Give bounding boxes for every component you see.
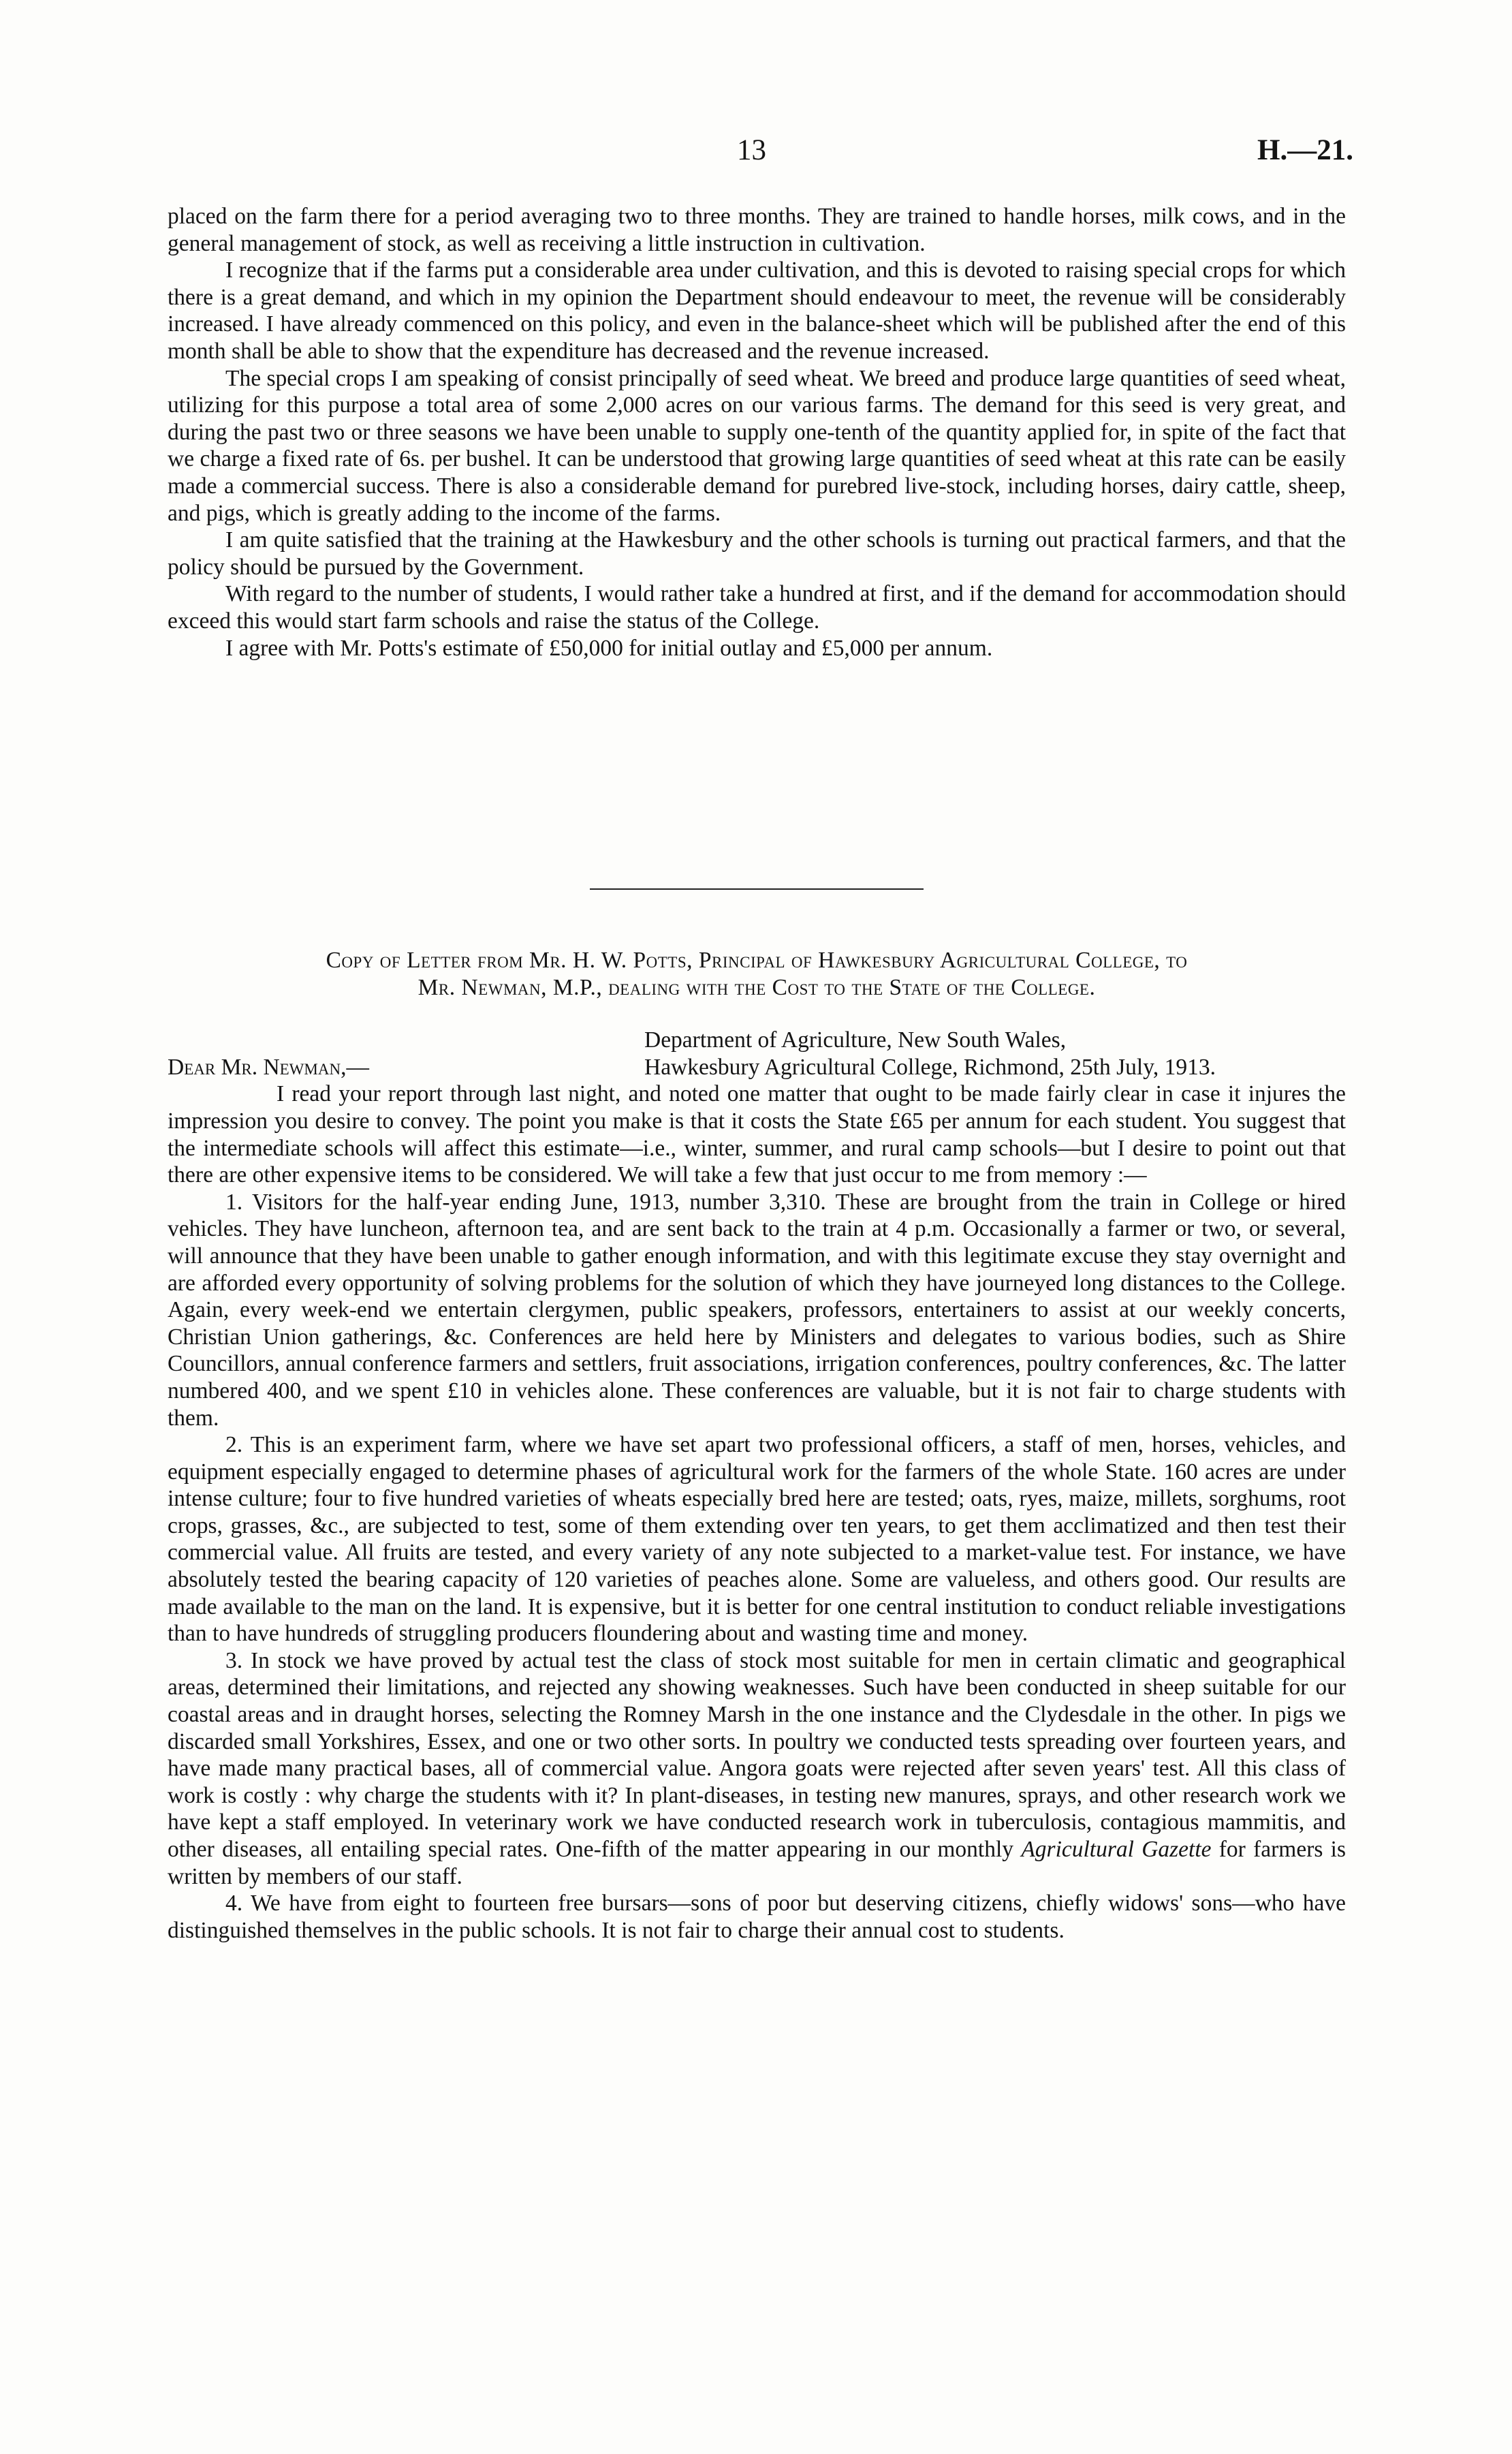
letter-item-1: 1. Visitors for the half-year ending June, 1913, number 3,310. These are brought from the train in College or hired vehicles. They have luncheon, afternoon tea, and are sent back to the train at 4 p.m. Occasionally a farmer or two, or several, will announce that they have been unable to gather enough information, and with this legitimate excuse they stay overnight and are afforded every opportunity of solving problems for the solution of which they have journeyed long distances to the College. Again, every week-end we entertain clergymen, public speakers, professors, entertainers to assist at our weekly concerts, Christian Union gatherings, &c. Conferences are held here by Ministers and delegates to various bodies, such as Shire Councillors, annual conference farmers and settlers, fruit associations, irrigation conferences, poultry conferences, &c. The latter numbered 400, and we spent £10 in vehicles alone. These conferences are valuable, but it is not fair to charge students with them. <box>168 1189 1346 1431</box>
paragraph: I recognize that if the farms put a considerable area under cultivation, and this is devoted to raising special crops for which there is a great demand, and which in my opinion the Department should endeavour to meet, the revenue will be considerably increased. I have already commenced on this policy, and even in the balance-sheet which will be published after the end of this month shall be able to show that the expenditure has decreased and the revenue increased. <box>168 258 1346 364</box>
greeting-row <box>168 1054 1346 1081</box>
letter-body <box>168 1081 1346 1944</box>
paragraph: placed on the farm there for a period averaging two to three months. They are trained to handle horses, milk cows, and in the general management of stock, as well as receiving a little instruction in cultivation. <box>168 204 1346 256</box>
paragraph: I am quite satisfied that the training at the Hawkesbury and the other schools is turning out practical farmers, and that the policy should be pursued by the Government. <box>168 527 1346 580</box>
letter-item-2: 2. This is an experiment farm, where we have set apart two professional officers, a staff of men, horses, vehicles, and equipment especially engaged to determine phases of agricultural work for the farmers of the whole State. 160 acres are under intense culture; four to five hundred varieties of wheats especially bred here are tested; oats, ryes, maize, millets, sorghums, root crops, grasses, &c., are subjected to test, some of them extending over ten years, to get them acclimatized and then test their commercial value. All fruits are tested, and every variety of any note subjected to a market-value test. For instance, we have absolutely tested the bearing capacity of 120 varieties of peaches alone. Some are valueless, and others good. Our results are made available to the man on the land. It is expensive, but it is better for one central institution to conduct reliable investigations than to have hundreds of struggling producers floundering about and wasting time and money. <box>168 1432 1346 1647</box>
page-number: 13 <box>737 134 766 166</box>
letter-item-3 <box>168 1647 1346 1890</box>
address-line-1: Department of Agriculture, New South Wales, <box>644 1027 1067 1053</box>
letter-intro: I read your report through last night, and noted one matter that ought to be made fairly clear in case it injures the impression you desire to convey. The point you make is that it costs the State £65 per annum for each student. You suggest that the intermediate schools will affect this estimate—i.e., winter, summer, and rural camp schools—but I desire to point out that there are other expensive items to be considered. We will take a few that just occur to me from memory :— <box>168 1081 1346 1188</box>
document-reference: H.—21. <box>1257 134 1353 166</box>
item3-text-part2: for farmers is written by members of our staff. <box>168 1837 1346 1889</box>
letter-address <box>168 1027 1346 1081</box>
letter-item-4: 4. We have from eight to fourteen free bursars—sons of poor but deserving citizens, chiefly widows' sons—who have distinguished themselves in the public schools. It is not fair to charge their annual cost to students. <box>168 1891 1346 1943</box>
section-divider <box>590 888 924 890</box>
letter-title-line-2: Mr. Newman, M.P., dealing with the Cost to the State of the College. <box>418 974 1096 1000</box>
paragraph: The special crops I am speaking of consist principally of seed wheat. We breed and produce large quantities of seed wheat, utilizing for this purpose a total area of some 2,000 acres on our various farms. The demand for this seed is very great, and during the past two or three seasons we have been unable to supply one-tenth of the quantity applied for, in spite of the fact that we charge a fixed rate of 6s. per bushel. It can be understood that growing large quantities of seed wheat at this rate can be easily made a commercial success. There is also a considerable demand for purebred live-stock, including horses, dairy cattle, sheep, and pigs, which is greatly adding to the income of the farms. <box>168 365 1346 526</box>
statement-text <box>168 203 1346 662</box>
page-header <box>0 134 1512 174</box>
letter-section <box>168 947 1346 1944</box>
letter-title-line-1: Copy of Letter from Mr. H. W. Potts, Principal of Hawkesbury Agricultural College, to <box>326 948 1188 973</box>
gazette-title: Agricultural Gazette <box>1021 1837 1212 1862</box>
paragraph: I agree with Mr. Potts's estimate of £50,000 for initial outlay and £5,000 per annum. <box>225 635 993 661</box>
salutation: Dear Mr. Newman,— <box>168 1054 369 1080</box>
item3-text-part1: 3. In stock we have proved by actual test the class of stock most suitable for men in certain climatic and geographical areas, determined their limitations, and rejected any showing weaknesses. Such have been conducted in sheep suitable for our coastal areas and in draught horses, selecting the Romney Marsh in the one instance and the Clydesdale in the other. In pigs we discarded small Yorkshires, Essex, and one or two other sorts. In poultry we conducted tests spreading over fourteen years, and have made many practical bases, all of commercial value. Angora goats were rejected after seven years' test. All this class of work is costly : why charge the students with it? In plant-diseases, in testing new manures, sprays, and other research work we have kept a staff employed. In veterinary work we have conducted research work in tuberculosis, contagious mammitis, and other diseases, all entailing special rates. One-fifth of the matter appearing in our monthly <box>168 1647 1346 1862</box>
paragraph: With regard to the number of students, I would rather take a hundred at first, and if the demand for accommodation should exceed this would start farm schools and raise the status of the College. <box>168 581 1346 634</box>
address-line-2: Hawkesbury Agricultural College, Richmond, 25th July, 1913. <box>644 1054 1216 1080</box>
